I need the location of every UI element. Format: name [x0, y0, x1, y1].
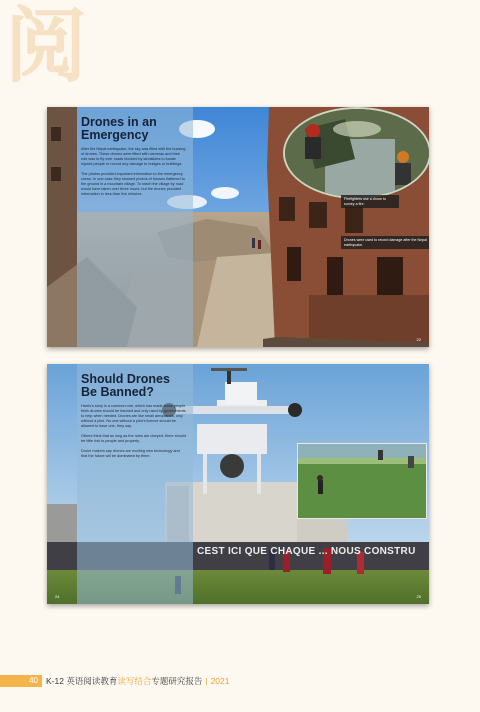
photo-caption-firefighters: Firefighters use a drone to survey a fire.	[341, 195, 399, 208]
firefighter-inset-photo	[283, 107, 429, 199]
article-panel-emergency	[77, 107, 193, 347]
footer-separator: |	[205, 676, 208, 686]
page-number-left: 24	[55, 594, 60, 599]
photo-caption-earthquake: Drones were used to record damage after the Nepal earthquake.	[341, 236, 429, 249]
field-inset-photo	[297, 443, 427, 519]
footer-year: 2021	[210, 676, 230, 686]
footer-page-number: 40	[0, 675, 42, 687]
report-footer	[0, 675, 480, 689]
page-number: 22	[416, 337, 421, 342]
stadium-banner-text: CEST ICI QUE CHAQUE ... NOUS CONSTRU	[197, 546, 416, 557]
article-paragraph: Others think that as long as the rules are obeyed, there should be little risk to people and property.	[81, 434, 186, 443]
footer-title-highlight: 读写结合	[117, 676, 152, 686]
article-paragraph: Harris's story is a common one, which has made some people think drones should be banned and only used by governments to help when needed. Drones are like small aeroplanes, only without a pilot. No one without a pilot's licence should be allowed to have one, they say.	[81, 404, 186, 428]
article-panel-banned	[77, 364, 193, 604]
article-paragraph: The photos provided important information to the emergency crews. In one case they showed photos of houses flattened to the ground in a mountain village. To reach the village by road would have taken over three hours, but the drones provided information in less than five minutes.	[81, 172, 185, 196]
footer-title-prefix: K-12 英语阅读教育	[46, 676, 118, 686]
footer-report-title	[46, 675, 230, 687]
book-spread-emergency	[47, 107, 429, 347]
footer-title-suffix: 专题研究报告	[151, 676, 203, 686]
article-title: Should Drones Be Banned?	[81, 372, 170, 399]
article-paragraph: After the Nepal earthquake, the sky was filled with the buzzing of drones. These drones were fitted with cameras and their role was to fly over roads blocked by landslides to locate injured people or record any damage to bridges or buildings.	[81, 147, 186, 166]
corner-decoration-glyph: 阅	[4, 0, 87, 92]
page-number-right: 25	[416, 594, 421, 599]
book-spread-banned	[47, 364, 429, 604]
article-paragraph: Drone makers say drones are exciting new technology and that the future will be dominated by them.	[81, 449, 180, 458]
article-title: Drones in an Emergency	[81, 115, 157, 142]
